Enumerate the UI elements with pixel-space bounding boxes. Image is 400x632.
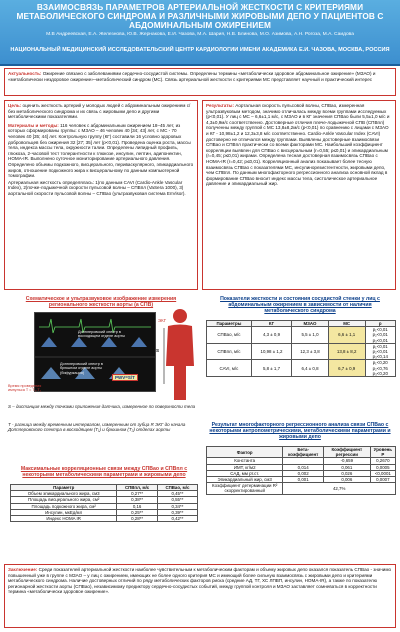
stiff-table-wrap <box>206 320 396 377</box>
table-cell: Индекс HOMA IR <box>11 516 117 522</box>
table-cell: CAVI, м/с <box>207 360 252 377</box>
table-cell: 0,061 <box>323 464 370 470</box>
header-banner <box>0 0 400 66</box>
p-value: р₃<0,20 <box>372 370 388 376</box>
corr-table-wrap <box>10 484 198 522</box>
legend-t <box>8 422 200 433</box>
label-time: Время проведения импульса T = T₂-T₁ <box>8 384 42 393</box>
authors: М.В Андреевская, Е.А. Железнова, Ю.В. Жернакова, Е.И. Чазова, М.А. Шария, Н.В. Блинова, М.О. Азимова, А.Н. Рогоза, М.А. Саидова <box>46 32 354 37</box>
table-cell: САД, мм рт.ст. <box>207 470 283 476</box>
p-value: р₁<0,20 <box>372 360 388 366</box>
table-row <box>207 360 396 377</box>
methods-text: 116 человек с абдоминальным ожирением 18–45 лет, из которых сформированы группы: с МЗАО – 46 человек 40 [34; 43] лет, с МС - 70 человек 40 [35; 44] лет. Контрольную группу (КГ) составили 16 условно здоровых добровольцев без ожирения 32 [27; 35] лет (р<0,01). Проведена оценка роста, массы тела, индекса массы тела, окружности талии. Определены липидный профиль, глюкоза, 2-часовой тест толерантности к глюкозе, инсулин, лептин, адипонектин, HOMA-IR. Выполнено суточное мониторирование артериального давления. Определено объемы подкожного, висцерального, периваскулярного, эпикардиального жиров, отношение подкожного жира к висцеральному по данным компьютерной томографии. <box>8 122 194 179</box>
table-header-cell: СПВао, м/с <box>157 485 197 491</box>
table-cell: Константа <box>207 458 283 464</box>
table-cell: Площадь висцерального жира, см² <box>11 497 117 503</box>
legend-s-text: S – дистанция между точками приложения датчика, измеренное по поверхности тела <box>8 404 196 409</box>
p-value: р₃<0,14 <box>372 354 388 360</box>
table-cell <box>365 360 396 377</box>
institution: НАЦИОНАЛЬНЫЙ МЕДИЦИНСКИЙ ИССЛЕДОВАТЕЛЬСКИЙ ЦЕНТР КАРДИОЛОГИИ ИМЕНИ АКАДЕМИКА Е.И. ЧАЗОВА, МОСКВА, РОССИЯ <box>10 47 390 53</box>
corr-table <box>10 484 198 522</box>
table-cell: <0,0001 <box>370 470 395 476</box>
table-header-cell: Фактор <box>207 447 283 458</box>
regr-table-wrap <box>206 446 396 495</box>
body-silhouette <box>160 306 200 402</box>
table-cell: 0,27** <box>117 491 158 497</box>
table-cell: 5,5 ± 1,0 <box>292 327 329 344</box>
table-cell: 13,8 ± 8,2 <box>328 343 365 360</box>
table-cell: Объем эпикардиального жира, см3 <box>11 491 117 497</box>
legend-t-text: T - разница между временным интервалом, измеренным от зубца R ЭКГ до начала Допплеровского спектра в восходящем (T₁) и брюшном (T₂) отделах аорты <box>8 422 186 433</box>
table-cell: 0,38** <box>117 497 158 503</box>
table-cell: 0,0005 <box>370 464 395 470</box>
stiff-table <box>206 320 396 377</box>
p-value: р₂<0,01 <box>372 332 388 338</box>
relevance-panel <box>4 68 396 96</box>
table-header-cell: МЗАО <box>292 321 329 327</box>
p-value: р₂<0,76 <box>372 365 388 371</box>
relevance-label: Актуальность: <box>8 71 42 76</box>
table-cell: 0,026 <box>323 470 370 476</box>
table-cell: ИМТ, кг/м2 <box>207 464 283 470</box>
goal-label: Цель: <box>8 103 22 108</box>
table-header-cell: Бета-коэффициент <box>283 447 324 458</box>
label-doppler-ascending: Допплеровский спектр в восходящем отделе аорты <box>78 330 125 339</box>
regr-table <box>206 446 396 495</box>
table-header-cell: Параметр <box>11 485 117 491</box>
table-cell: 0,42** <box>157 516 197 522</box>
table-row <box>11 516 198 522</box>
poster-title: ВЗАИМОСВЯЗЬ ПАРАМЕТРОВ АРТЕРИАЛЬНОЙ ЖЕСТКОСТИ С КРИТЕРИЯМИ МЕТАБОЛИЧЕСКОГО СИНДРОМА И РАЗЛИЧНЫМИ ЖИРОВЫМИ ДЕПО У ПАЦИЕНТОВ С АБДОМИНАЛЬНЫМ ОЖИРЕНИЕМ <box>16 2 384 30</box>
table-header-cell: СПВпл, м/с <box>117 485 158 491</box>
stiff-table-body <box>207 327 396 377</box>
regr-table-header <box>207 447 396 458</box>
methods-text-2: Артериальная жесткость определялась: 1)по данным CAVI (Cardio-Ankle Vascular Index), 2)почке-лодыжечной скорости пульсовой волны – СПВпл (VaSera 1000), 3) аортальной скорости пульсовой волны – СПВао (ультразвуковая система EnVisor). <box>8 179 186 196</box>
corr-table-body <box>11 491 198 522</box>
table-header-cell: МС <box>328 321 365 327</box>
table-cell: 42,7% <box>283 483 396 494</box>
table-cell: 0,28** <box>117 516 158 522</box>
legend-s <box>8 404 200 409</box>
stiff-table-title: Показатели жесткости и состояния сосудистой стенки у лиц с абдоминальным ожирением в зависимости от наличия метаболического синдрома <box>220 296 380 314</box>
p-value: р₁<0,01 <box>372 327 388 333</box>
label-ecg: ЭКГ <box>158 318 167 323</box>
table-cell: 0,16 <box>117 503 158 509</box>
table-cell: 5,8 ± 1,7 <box>251 360 291 377</box>
table-cell: 0,2670 <box>370 458 395 464</box>
table-header-cell: Уровень Р <box>370 447 395 458</box>
table-cell: Площадь подкожного жира, см² <box>11 503 117 509</box>
table-cell: 0,006 <box>323 477 370 483</box>
table-header-cell: p <box>365 321 396 327</box>
table-cell <box>365 327 396 344</box>
table-cell: Инсулин, мкЕд/мл <box>11 509 117 515</box>
table-header-cell: Коэффициент регрессии <box>323 447 370 458</box>
table-header-cell: КГ <box>251 321 291 327</box>
conclusion-label: Заключение: <box>8 567 38 572</box>
table-cell: 6,4 ± 0,8 <box>292 360 329 377</box>
table-cell: 0,25** <box>117 509 158 515</box>
table-cell: 0,002 <box>283 470 324 476</box>
table-cell: СПВао, м/с <box>207 327 252 344</box>
corr-table-title: Максимальные корреляционные связи между СПВао и СПВпл с некоторыми метаболическими параметрами и жировыми депо <box>20 466 188 478</box>
table-row <box>207 483 396 494</box>
table-cell: 0,34** <box>157 503 197 509</box>
regr-table-body <box>207 458 396 494</box>
table-cell: -0,659 <box>323 458 370 464</box>
table-header-cell: Параметры <box>207 321 252 327</box>
table-cell: Эпикардиальный жир, см3 <box>207 477 283 483</box>
table-cell: 0,55** <box>157 497 197 503</box>
table-cell: СПВпл, м/с <box>207 343 252 360</box>
results-label: Результаты: <box>206 103 235 108</box>
results-panel <box>202 100 396 290</box>
table-cell: 6,7 ± 0,9 <box>328 360 365 377</box>
goal-methods-panel <box>4 100 198 290</box>
p-value: р₃<0,01 <box>372 337 388 343</box>
p-value: р₁<0,01 <box>372 343 388 349</box>
p-value: р₂<0,01 <box>372 349 388 355</box>
conclusion-panel <box>4 564 396 628</box>
methods-label: Материалы и методы: <box>8 122 59 128</box>
table-cell: 0,014 <box>283 464 324 470</box>
table-cell: Коэффициент детерминации R² скорректированный <box>207 483 283 494</box>
table-cell: 0,39** <box>157 509 197 515</box>
results-text: Аортальная скорость пульсовой волны, СПВао, измеренная ультразвуковым методом, значимо отличалась между всеми группами исследуемых (р<0,01). У лиц с МС – 6,6±1,1 м/с, с МЗАО и в КГ значения СПВао были 5,5±1,0 м/с и 4,3±0,9м/с соответственно. Достоверные отличия плече-лодыжечной СПВ (СПВпл) полученны между группой с МС 13,8±8,2м/с (р<0,01) по сравнению с лицами с МЗАО и КГ - 10,98±1,2 и 12,3±3,8 м/с соответственно. Cardio-Ankle Vascular Index (CAVI) достоверно не отличался между группами. Выявлены достоверные взаимосвязи СПВао и СПВпл практически со всеми факторами МС. Наибольший коэффициент корреляции выявлен для СПВао с висцеральным (r=0,55; р≤0,01) и эпикардиальным (r=0,45; р≤0,01) жирами. Определена тесная достоверная взаимосвязь СПВао с HOMA-IR (r=0,42; р≤0,01). Корреляционный анализ показывает более тесную взаимосвязь СПВао с показателями МС, инсулинорезистентности, жировыми депо, чем СПВпл. По данным многофакторного регрессионного анализа основной вклад в формирование СПВао вносит индекс массы тела, систолическое артериальное давление и эпикардиальный жир. <box>206 103 390 187</box>
table-cell: 4,3 ± 0,9 <box>251 327 291 344</box>
table-cell: 0,001 <box>283 477 324 483</box>
pwv-formula: PWV=S/T <box>112 374 138 381</box>
echo-title: Схематическое и ультразвуковое изображение измерения регионального жесткости аорты (а СПВ) <box>25 296 177 308</box>
regr-table-title: Результат многофакторного регрессионного анализа связи СПВао с некоторыми антропометрическими, метаболическими параметрами и жировыми депо <box>209 422 391 440</box>
label-doppler-abdominal: Допплеровский спектр в брюшном отделе аорты (бифуркация) <box>60 362 103 375</box>
table-cell: 0,45** <box>157 491 197 497</box>
table-row <box>207 327 396 344</box>
s-label: S <box>156 348 160 353</box>
table-cell: 6,6 ± 1,1 <box>328 327 365 344</box>
table-row <box>207 343 396 360</box>
table-cell: 12,3 ± 3,8 <box>292 343 329 360</box>
relevance-text: Ожирение связано с заболеваниями сердечно-сосудистой системы. Определены термины «метаболически здоровое абдоминальное ожирение» (МЗАО) и «метаболически нездоровое ожирение»–метаболический синдром (МС). Связь артериальной жесткости с критериями МС представляет научный и практический интерес <box>8 71 376 82</box>
conclusion-text: Среди показателей артериальной жесткости наиболее чувствительным к метаболическим факторам и объему жировых депо оказался показатель СПВао - значимо повышенный уже в группе с МЗАО – у лиц с ожирением, имеющих не более одного критерия МС и имеющий более сильную взаимосвязь с жировыми депо и критериями метаболического синдрома. Наличие достоверных отличий по ряду метаболических факторов риска (средние АД, ТГ, ХС ЛПВП, инсулин, HOMA-IR), а также по показателю регионарной жесткости аорты (СПВао), независимому предиктору сердечно-сосудистых событий, между группой контроля и МЗАО заставляет сомневаться в корректности термина «метаболически здоровое ожирение». <box>8 567 392 595</box>
table-cell <box>365 343 396 360</box>
goal-text: оценить жесткость артерий у молодых людей с абдоминальным ожирением с/без метаболического синдрома и их связь с жировыми депо и другими метаболическими показателями. <box>8 103 191 120</box>
table-cell: 0,0007 <box>370 477 395 483</box>
table-cell: 10,98 ± 1,2 <box>251 343 291 360</box>
